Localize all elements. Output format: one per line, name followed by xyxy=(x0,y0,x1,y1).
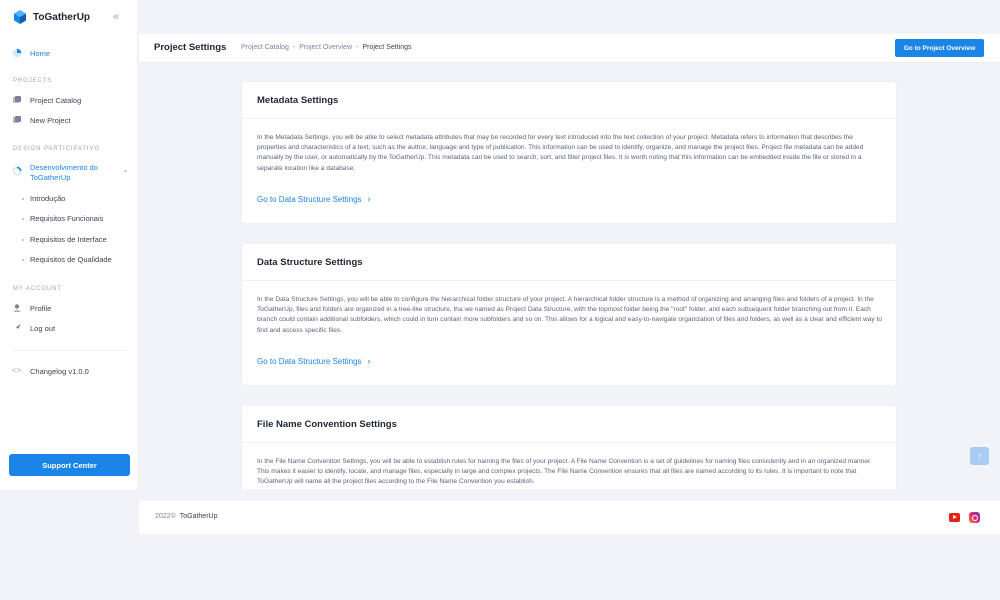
sidebar-item-label: Home xyxy=(30,48,51,58)
catalog-icon xyxy=(12,95,22,105)
sidebar-subitem-requisitos-qualidade[interactable] xyxy=(22,255,112,264)
sidebar-item-logout[interactable] xyxy=(12,323,130,333)
bullet-icon xyxy=(22,218,24,220)
footer-brand-link[interactable]: ToGatherUp xyxy=(179,513,218,520)
bullet-icon xyxy=(22,239,24,241)
link-label: Go to Data Structure Settings xyxy=(257,356,362,366)
section-label-account: MY ACCOUNT xyxy=(13,286,62,292)
sidebar-item-label: Profile xyxy=(30,303,52,313)
profile-icon xyxy=(12,303,22,313)
card-title: Metadata Settings xyxy=(257,95,339,106)
card-divider xyxy=(242,280,896,281)
instagram-icon[interactable] xyxy=(969,512,980,523)
home-icon xyxy=(12,48,22,58)
file-name-convention-settings-card xyxy=(241,405,897,489)
sidebar-subitem-label: Requisitos Funcionais xyxy=(30,214,104,223)
card-description: In the Metadata Settings, you will be able to select metadata attributes that may be recorded for every text introduced into the text collection of your project. Metadata refers to information that describes the properties and characteristics of a text, such as the author, language and type of publication. This information can be used to identify, organize, and manage the project files. Project file metadata can be added manually by the user, or automatically by the ToGatherUp. This metadata can be used to search, sort, and filter project files. It is worth noting that this information can be embedded inside the file or stored in a separate location like a database. xyxy=(257,134,864,172)
section-label-design: DESIGN PARTICIPATIVO xyxy=(13,146,100,152)
footer-year: 2022© xyxy=(155,513,176,520)
sidebar xyxy=(0,0,138,490)
chevron-right-icon: › xyxy=(367,356,371,366)
logout-icon xyxy=(12,323,22,333)
card-divider xyxy=(242,118,896,119)
chevron-down-icon[interactable]: ⌄ xyxy=(122,165,129,174)
sidebar-item-label: Changelog v1.0.0 xyxy=(30,366,89,376)
go-to-data-structure-settings-link[interactable] xyxy=(257,356,371,366)
bullet-icon xyxy=(22,259,24,261)
breadcrumb-current: Project Settings xyxy=(362,44,412,51)
breadcrumb-separator: - xyxy=(356,44,359,51)
link-label: Go to Data Structure Settings xyxy=(257,194,362,204)
code-icon: <> xyxy=(12,366,22,375)
logo[interactable] xyxy=(12,9,90,25)
support-center-button[interactable]: Support Center xyxy=(9,454,130,476)
youtube-icon[interactable] xyxy=(949,513,960,522)
sidebar-item-profile[interactable] xyxy=(12,303,130,313)
sidebar-subitem-requisitos-interface[interactable] xyxy=(22,235,107,244)
sidebar-item-label: Project Catalog xyxy=(30,95,82,105)
sidebar-item-project-catalog[interactable] xyxy=(12,95,130,105)
sidebar-item-label: New Project xyxy=(30,115,71,125)
breadcrumb-project-overview[interactable]: Project Overview xyxy=(299,44,353,51)
sidebar-item-home[interactable] xyxy=(12,48,130,58)
card-description: In the File Name Convention Settings, you will be able to establish rules for naming the files of your project. A File Name Convention is a set of guidelines for naming files consistently and in an organized manner. This makes it easier to identify, locate, and manage files, especially in large and complex projects. The File Name Convention ensures that all files are named according to its rules. It is important to note that ToGatherUp will name all the project files according to the File Name Convention you establish. xyxy=(257,458,872,486)
page-header xyxy=(139,34,1000,63)
footer xyxy=(139,501,1000,534)
scroll-to-top-button[interactable] xyxy=(970,447,989,465)
footer-copyright xyxy=(155,513,217,520)
metadata-settings-card xyxy=(241,81,897,224)
progress-circle-icon xyxy=(12,166,22,176)
sidebar-divider xyxy=(12,350,127,351)
breadcrumb-separator: - xyxy=(292,44,296,51)
bullet-icon xyxy=(22,198,24,200)
sidebar-item-new-project[interactable] xyxy=(12,115,130,125)
card-title: Data Structure Settings xyxy=(257,257,363,268)
sidebar-item-label: Log out xyxy=(30,323,56,333)
sidebar-item-label: Desenvolvimento do ToGatherUp xyxy=(30,163,98,182)
chevron-right-icon: › xyxy=(367,194,371,204)
breadcrumb-project-catalog[interactable]: Project Catalog xyxy=(241,44,289,51)
app-name: ToGatherUp xyxy=(33,11,91,23)
sidebar-subitem-label: Introdução xyxy=(30,194,66,203)
sidebar-item-changelog[interactable] xyxy=(12,366,130,376)
card-description: In the Data Structure Settings, you will be able to configure the hierarchical folder structure of your project. A hierarchical folder structure is a method of organizing and arranging files and folders of a project. In the ToGatherUp, files and folders are organized in a tree-like structure, tha we named as Project Data Structure, with the topmost folder being the "root" folder, and each subsequent folder branching out from it. Each branch could contain additional subfolders, which could in turn contain more subfolders and so on. This allows for a logical and easy-to-navigate organization of files and folders, as well as a clear and efficient way to find and access specific files. xyxy=(257,296,883,334)
collapse-sidebar-icon[interactable]: « xyxy=(113,11,120,23)
breadcrumb xyxy=(241,44,411,51)
sidebar-item-design-group[interactable] xyxy=(12,163,130,183)
new-project-icon xyxy=(12,115,22,125)
sidebar-subitem-introducao[interactable] xyxy=(22,194,65,203)
sidebar-subitem-label: Requisitos de Qualidade xyxy=(30,255,112,264)
logo-cube-icon xyxy=(12,9,28,25)
go-to-data-structure-settings-link[interactable] xyxy=(257,194,371,204)
sidebar-subitem-requisitos-funcionais[interactable] xyxy=(22,214,103,223)
page-title: Project Settings xyxy=(154,42,227,53)
card-divider xyxy=(242,442,896,443)
go-to-project-overview-button[interactable]: Go to Project Overview xyxy=(895,39,984,57)
card-title: File Name Convention Settings xyxy=(257,419,397,430)
arrow-up-icon: ↑ xyxy=(977,451,982,461)
sidebar-subitem-label: Requisitos de Interface xyxy=(30,235,107,244)
section-label-projects: PROJECTS xyxy=(13,78,53,84)
data-structure-settings-card xyxy=(241,243,897,386)
